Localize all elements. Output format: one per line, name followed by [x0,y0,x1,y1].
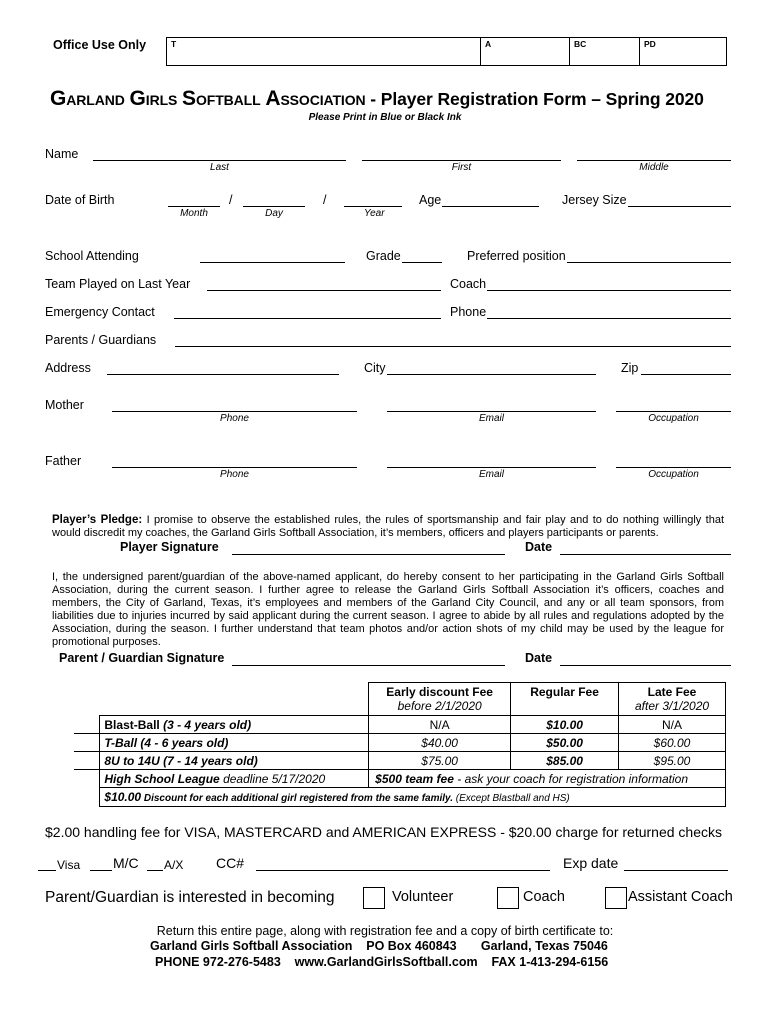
coach-checkbox[interactable] [497,887,519,909]
cc-label: CC# [216,855,245,871]
handling-fee-note: $2.00 handling fee for VISA, MASTERCARD and AMERICAN EXPRESS - $20.00 charge for returned checks [45,824,722,840]
last-name-caption: Last [210,162,229,173]
parent-consent-text: I, the undersigned parent/guardian of the above-named applicant, do hereby consent to her participating in the Garland Girls Softball Association, during the current season. I further agree to release the Garland Girls Softball Association it’s officers, coaches and members, the City of Garland, Texas, it’s employees and members of the Garland City Council, and any or all team sponsors, from liabilities due to injuries incurred by said applicant during the current season. I agree to abide by all rules and regulations adopted by the Association, during the season. I further understand that team photos and/or action shots of my child may be used by the league for promotional purposes. [52,571,724,648]
team-last-year-label: Team Played on Last Year [45,277,191,291]
position-field[interactable] [567,262,731,263]
father-email-caption: Email [478,469,504,480]
coach-label: Coach [450,277,487,291]
office-use-box [166,37,727,66]
regular-fee-cell: $50.00 [511,734,619,752]
fee-row-high-school [74,770,726,788]
parent-signature-field[interactable] [232,665,505,666]
players-pledge: Player’s Pledge: I promise to observe the established rules, the rules of sportsmanship and fair play and to do nothing willingly that would discredit my coaches, the Garland Girls Softball Association, it’s members, officers and players participants or parents. [52,514,724,539]
zip-field[interactable] [641,374,731,375]
assistant-coach-option-label: Assistant Coach [628,889,733,905]
city-label: City [364,361,386,375]
coach-option-label: Coach [523,889,565,905]
mother-occupation-field[interactable] [616,411,731,412]
dob-slash-1: / [229,193,233,207]
jersey-size-label: Jersey Size [562,193,627,207]
dob-day-field[interactable] [243,206,305,207]
grade-field[interactable] [402,262,442,263]
school-field[interactable] [200,262,345,263]
team-last-year-field[interactable] [207,290,441,291]
volunteer-prompt: Parent/Guardian is interested in becoming [45,889,335,906]
mailing-address: Garland Girls Softball Association PO Box 460843 Garland, Texas 75046 [150,939,608,953]
dob-year-caption: Year [364,208,385,219]
late-fee-cell: $60.00 [619,734,726,752]
dob-year-field[interactable] [344,206,402,207]
jersey-size-field[interactable] [628,206,731,207]
volunteer-checkbox[interactable] [363,887,385,909]
sibling-discount-cell: $10.00 Discount for each additional girl registered from the same family. (Except Blastball and HS) [100,788,726,807]
visa-field[interactable] [38,870,56,871]
visa-label: Visa [57,858,81,872]
school-label: School Attending [45,249,139,263]
return-instructions: Return this entire page, along with registration fee and a copy of birth certificate to: [156,924,614,938]
late-fee-header: Late Fee after 3/1/2020 [619,683,726,716]
regular-fee-header: Regular Fee [511,683,619,716]
office-use-label: Office Use Only [53,38,147,52]
emergency-label: Emergency Contact [45,305,155,319]
fee-row-label: Blast-Ball (3 - 4 years old) [100,716,369,734]
mother-email-field[interactable] [387,411,596,412]
age-label: Age [419,193,442,207]
parent-date-field[interactable] [560,665,731,666]
fee-row-tball [74,734,726,752]
father-phone-caption: Phone [220,469,249,480]
regular-fee-cell: $85.00 [511,752,619,770]
fee-header-row [74,683,726,716]
exp-date-label: Exp date [563,855,619,871]
middle-name-field[interactable] [577,160,731,161]
address-field[interactable] [107,374,339,375]
early-fee-cell: $40.00 [369,734,511,752]
father-occupation-field[interactable] [616,467,731,468]
first-name-field[interactable] [362,160,561,161]
late-fee-cell: N/A [619,716,726,734]
mother-phone-field[interactable] [112,411,357,412]
dob-month-field[interactable] [168,206,220,207]
page-subtitle: Please Print in Blue or Black Ink [308,112,462,123]
player-date-field[interactable] [560,554,731,555]
parent-date-label: Date [525,651,553,665]
parents-field[interactable] [175,346,731,347]
office-col-bc: BC [569,38,639,65]
age-field[interactable] [442,206,539,207]
father-phone-field[interactable] [112,467,357,468]
middle-name-caption: Middle [639,162,669,173]
fee-row-label: T-Ball (4 - 6 years old) [100,734,369,752]
office-col-a: A [480,38,569,65]
player-signature-field[interactable] [232,554,505,555]
fee-row-8u-14u [74,752,726,770]
contact-info: PHONE 972-276-5483 www.GarlandGirlsSoftball.com FAX 1-413-294-6156 [155,955,609,969]
player-date-label: Date [525,540,553,554]
early-fee-cell: N/A [369,716,511,734]
page-title: GARLAND GIRLS SOFTBALL ASSOCIATION - Player Registration Form – Spring 2020 [50,87,704,110]
early-fee-cell: $75.00 [369,752,511,770]
cc-number-field[interactable] [256,870,550,871]
office-col-t: T [171,39,177,49]
mother-label: Mother [45,398,84,412]
mc-label: M/C [113,855,139,871]
fee-row-blastball [74,716,726,734]
parents-label: Parents / Guardians [45,333,157,347]
dob-month-caption: Month [180,208,208,219]
dob-label: Date of Birth [45,193,115,207]
father-occupation-caption: Occupation [648,469,699,480]
father-label: Father [45,454,82,468]
city-field[interactable] [387,374,596,375]
ax-field[interactable] [147,870,163,871]
hs-fee-cell: $500 team fee - ask your coach for registration information [369,770,726,788]
dob-day-caption: Day [265,208,283,219]
regular-fee-cell: $10.00 [511,716,619,734]
mother-occupation-caption: Occupation [648,413,699,424]
fee-row-label: 8U to 14U (7 - 14 years old) [100,752,369,770]
parent-signature-label: Parent / Guardian Signature [59,651,225,665]
fee-table [74,682,726,807]
father-email-field[interactable] [387,467,596,468]
ax-label: A/X [164,858,184,872]
player-signature-label: Player Signature [120,540,219,554]
address-label: Address [45,361,91,375]
phone-field[interactable] [487,318,731,319]
position-label: Preferred position [467,249,566,263]
mother-email-caption: Email [478,413,504,424]
fee-row-label: High School League deadline 5/17/2020 [100,770,369,788]
phone-label: Phone [450,305,487,319]
fee-row-discount [74,788,726,807]
grade-label: Grade [366,249,401,263]
emergency-field[interactable] [174,318,441,319]
last-name-field[interactable] [93,160,346,161]
late-fee-cell: $95.00 [619,752,726,770]
office-col-pd: PD [639,38,726,65]
zip-label: Zip [621,361,639,375]
name-label: Name [45,147,79,161]
assistant-coach-checkbox[interactable] [605,887,627,909]
mc-field[interactable] [90,870,112,871]
exp-date-field[interactable] [624,870,728,871]
volunteer-option-label: Volunteer [392,889,454,905]
first-name-caption: First [451,162,472,173]
coach-field[interactable] [487,290,731,291]
mother-phone-caption: Phone [220,413,249,424]
dob-slash-2: / [323,193,327,207]
early-fee-header: Early discount Fee before 2/1/2020 [369,683,511,716]
